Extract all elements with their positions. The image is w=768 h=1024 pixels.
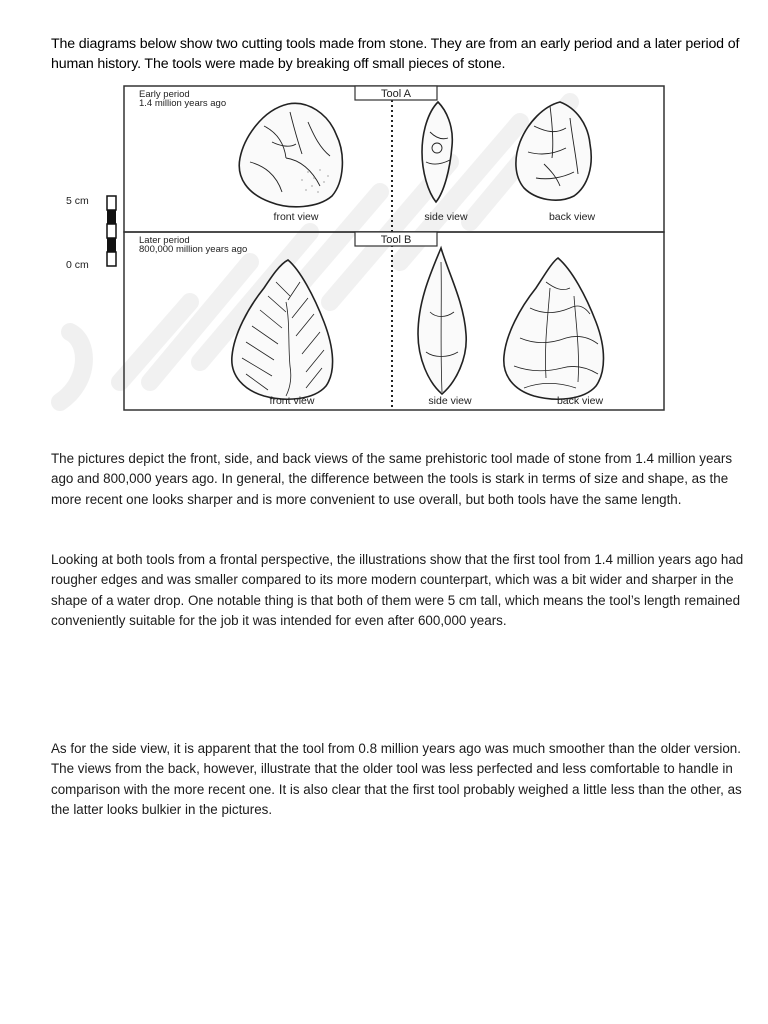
tool-b-side-caption: side view: [428, 395, 472, 407]
tool-b-period: Later period: [139, 235, 190, 246]
task-prompt: The diagrams below show two cutting tools made from stone. They are from an early period and a later period of human history. The tools were made by breaking off small pieces of stone.: [51, 36, 740, 72]
tool-a-front-caption: front view: [273, 211, 319, 223]
tool-a-age: 1.4 million years ago: [139, 98, 227, 109]
answer-paragraph-intro: The pictures depict the front, side, and back views of the same prehistoric tool made of stone from 1.4 million years ago and 800,000 years ago. In general, the difference between the tools is stark in terms of size and shape, as the more recent one looks sharper and is more convenient to use overall, but both tools have the same length.: [51, 451, 733, 507]
tool-b-age: 800,000 million years ago: [139, 244, 248, 255]
tool-a-period: Early period: [139, 89, 190, 100]
tool-b-label: Tool B: [380, 234, 412, 246]
tool-a-side-caption: side view: [424, 211, 468, 223]
stone-tools-figure: [50, 82, 670, 414]
tool-a-front-drawing: [239, 103, 342, 206]
tool-b-front-caption: front view: [269, 395, 315, 407]
scale-bottom-label: 0 cm: [66, 259, 89, 271]
scale-bar: [107, 196, 116, 266]
tool-b-side-drawing: [418, 248, 466, 394]
tool-b-front-drawing: [232, 260, 333, 399]
tool-a-back-caption: back view: [548, 211, 596, 223]
tool-a-label: Tool A: [381, 88, 411, 100]
answer-paragraph-side-back: As for the side view, it is apparent that the tool from 0.8 million years ago was much smoother than the older version. The views from the back, however, illustrate that the older tool was less perfected and less comfortable to handle in comparison with the more recent one. It is also clear that the first tool probably weighed a little less than the other, as the latter looks bulkier in the pictures.: [51, 741, 742, 817]
scale-top-label: 5 cm: [66, 195, 89, 207]
answer-paragraph-front: Looking at both tools from a frontal perspective, the illustrations show that the first tool from 1.4 million years ago had rougher edges and was smaller compared to its more modern counterpart, which was a bit wider and sharper in the shape of a water drop. One notable thing is that both of them were 5 cm tall, which means the tool’s length remained conveniently suitable for the job it was intended for even after 600,000 years.: [51, 552, 744, 628]
tool-b-back-drawing: [504, 258, 604, 399]
tool-b-back-caption: back view: [556, 395, 604, 407]
